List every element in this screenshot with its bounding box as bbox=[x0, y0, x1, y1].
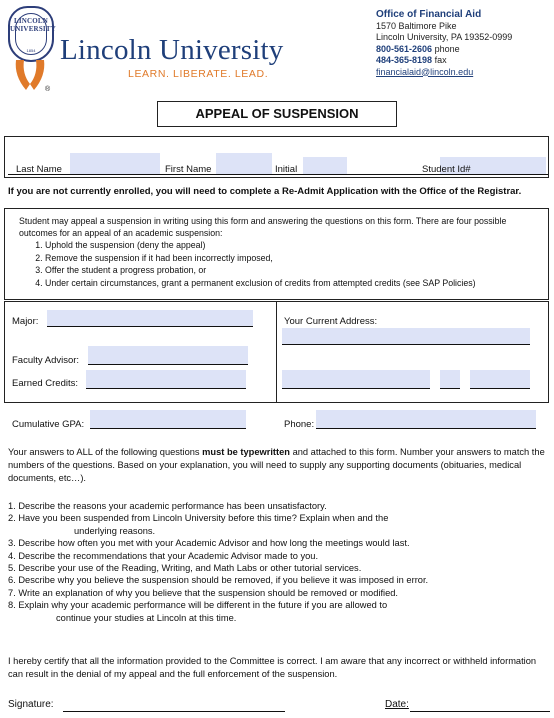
faculty-advisor-label: Faculty Advisor: bbox=[12, 355, 80, 366]
reenrollment-warning: If you are not currently enrolled, you will need to complete a Re-Admit Application with the Office of the Registrar. bbox=[8, 186, 522, 197]
earned-credits-label: Earned Credits: bbox=[12, 378, 79, 389]
signature-line[interactable] bbox=[63, 710, 285, 712]
outcomes-intro: Student may appeal a suspension in writing using this form and answering the questions on this form. There are four possible outcomes for an appeal of an academic suspension: bbox=[19, 216, 507, 238]
date-label: Date: bbox=[385, 699, 409, 710]
address-state-input[interactable] bbox=[440, 370, 460, 388]
questions-list bbox=[8, 500, 428, 624]
address-city-underline bbox=[282, 388, 430, 389]
office-fax-label: fax bbox=[434, 55, 447, 65]
question-item: 2. Have you been suspended from Lincoln University before this time? Explain when and the bbox=[8, 513, 389, 524]
office-title: Office of Financial Aid bbox=[376, 9, 482, 20]
student-id-label: Student Id# bbox=[422, 164, 471, 175]
brand-name: Lincoln University bbox=[60, 34, 284, 66]
address-zip-underline bbox=[470, 388, 530, 389]
question-item: 8. Explain why your academic performance will be different in the future if you are allowed to bbox=[8, 600, 388, 611]
info-divider bbox=[276, 301, 277, 403]
university-seal bbox=[8, 6, 54, 62]
earned-credits-input[interactable] bbox=[86, 370, 246, 388]
question-item-continued: continue your studies at Lincoln at this time. bbox=[56, 612, 237, 623]
office-fax: 484-365-8198 bbox=[376, 55, 433, 65]
question-item: 5. Describe your use of the Reading, Writing, and Math Labs or other tutorial services. bbox=[8, 563, 362, 574]
office-phone-label: phone bbox=[434, 43, 460, 54]
signature-label: Signature: bbox=[8, 699, 54, 710]
last-name-label: Last Name bbox=[16, 164, 62, 175]
address-line-1-input[interactable] bbox=[282, 328, 530, 344]
outcome-item: 4. Under certain circumstances, grant a permanent exclusion of credits from attempted credits (see SAP Policies) bbox=[45, 278, 540, 290]
question-item: 6. Describe why you believe the suspension should be removed, if you believe it was imposed in error. bbox=[8, 575, 429, 586]
earned-credits-underline bbox=[86, 388, 246, 389]
question-item: 3. Describe how often you met with your Academic Advisor and how long the meetings would last. bbox=[8, 538, 410, 549]
cumulative-gpa-underline bbox=[90, 428, 246, 429]
question-item: 7. Write an explanation of why you believe that the suspension should be removed or modified. bbox=[8, 587, 399, 598]
address-city-input[interactable] bbox=[282, 370, 430, 388]
instructions-paragraph bbox=[8, 446, 548, 485]
last-name-input[interactable] bbox=[70, 153, 160, 175]
outcome-item: 2. Remove the suspension if it had been incorrectly imposed, bbox=[45, 253, 540, 265]
seal-ribbon-icon bbox=[12, 60, 51, 94]
cumulative-gpa-input[interactable] bbox=[90, 410, 246, 428]
appeal-outcomes-box bbox=[4, 208, 549, 300]
office-address-1: 1570 Baltimore Pike bbox=[376, 20, 457, 31]
date-line[interactable] bbox=[410, 710, 550, 712]
registered-mark: ® bbox=[45, 86, 51, 93]
brand-tagline: LEARN. LIBERATE. LEAD. bbox=[128, 68, 269, 80]
form-title: APPEAL OF SUSPENSION bbox=[157, 101, 397, 127]
address-line-1-underline bbox=[282, 344, 530, 345]
first-name-input[interactable] bbox=[216, 153, 272, 175]
question-item-continued: underlying reasons. bbox=[74, 525, 156, 536]
office-email-link[interactable]: financialaid@lincoln.edu bbox=[376, 66, 474, 77]
address-zip-input[interactable] bbox=[470, 370, 530, 388]
instructions-text-1: Your answers to ALL of the following questions bbox=[8, 447, 203, 457]
office-address-2: Lincoln University, PA 19352-0999 bbox=[376, 32, 513, 42]
major-underline bbox=[47, 326, 253, 327]
cumulative-gpa-label: Cumulative GPA: bbox=[12, 419, 85, 430]
seal-year: 1854 bbox=[26, 48, 36, 53]
first-name-label: First Name bbox=[165, 164, 212, 175]
faculty-advisor-underline bbox=[88, 364, 248, 365]
office-phone: 800-561-2606 bbox=[376, 43, 433, 54]
certification-statement: I hereby certify that all the information provided to the Committee is correct. I am aware that any incorrect or withheld information can result in the denial of my appeal and the full enforcement of the suspension. bbox=[8, 656, 537, 679]
outcome-item: 1. Uphold the suspension (deny the appeal) bbox=[45, 240, 540, 252]
question-item: 1. Describe the reasons your academic performance has been unsatisfactory. bbox=[8, 501, 327, 511]
instructions-text-2: and attached to this form. Number your answers to match the numbers of the questions. Based on your explanation, you will need to supply any supporting documents (obituaries, medical documents, etc…). bbox=[8, 447, 545, 483]
instructions-emphasis: must be typewritten bbox=[202, 447, 290, 457]
phone-input[interactable] bbox=[316, 410, 536, 428]
major-input[interactable] bbox=[47, 310, 253, 326]
seal-text: LINCOLN UNIVERSITY bbox=[10, 17, 56, 33]
phone-label: Phone: bbox=[284, 419, 315, 430]
address-state-underline bbox=[440, 388, 460, 389]
major-label: Major: bbox=[12, 316, 39, 327]
current-address-label: Your Current Address: bbox=[284, 316, 378, 327]
initial-label: Initial bbox=[275, 164, 298, 175]
phone-underline bbox=[316, 428, 536, 429]
office-contact bbox=[376, 9, 512, 78]
faculty-advisor-input[interactable] bbox=[88, 346, 248, 364]
outcome-item: 3. Offer the student a progress probation, or bbox=[45, 265, 540, 277]
question-item: 4. Describe the recommendations that your Academic Advisor made to you. bbox=[8, 550, 319, 561]
initial-input[interactable] bbox=[303, 157, 347, 175]
